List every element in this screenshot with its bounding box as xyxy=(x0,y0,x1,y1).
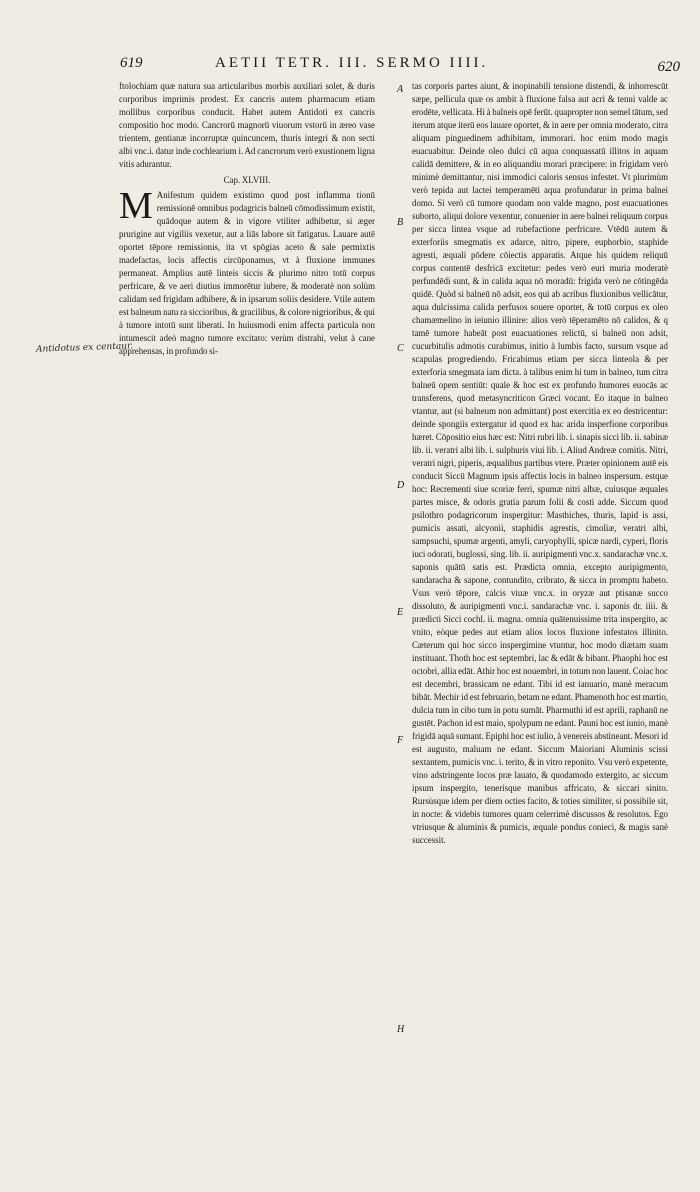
chapter-body: Anifestum quidem existimo quod post inflamma tionū remissionē omnibus podagricis balneū cōmodissimum existit, quādoque autem & in vigore vtiliter adhibetur, si æger prurigine aut vigiliis vexetur, aut a liās labore sit fatigatus. Lauare autē oportet tēpore remissionis, ita vt spōgias aceto & sale permixtis madefactas, locis affectis circūponamus, vt à fluxione immunes permaneat. Amplius autē linteis siccis & plurimo nitro totū corpus perfricare, & ve aeri diutius immorētur iubere, & moderatè non solùm calidam sed frigidam adhibere, & in ipsarum soliis desidere. Vtile autem est balneum natu ra siccioribus, & gracilibus, & colore nigrioribus, & qui à tumore intotū sunt liberati. In huiusmodi enim affecta particula non intumescit adeò magno tumore excitato: verùm distrahi, velut à cane apprehensas, in profundo si- xyxy=(119,190,375,356)
margin-letter-d: D xyxy=(397,480,405,491)
page-number-right: 620 xyxy=(657,59,680,75)
margin-letter-h: H xyxy=(397,1024,405,1035)
margin-letter-f: F xyxy=(397,735,404,746)
margin-letter-a: A xyxy=(397,84,404,95)
running-header xyxy=(120,55,680,79)
left-column xyxy=(119,80,375,361)
chapter-heading: Cap. XLVIII. xyxy=(223,175,271,185)
margin-letter-b: B xyxy=(397,217,404,228)
right-column xyxy=(412,80,668,850)
margin-letter-e: E xyxy=(397,607,404,618)
chapter-body-text xyxy=(119,185,375,358)
right-body-text: tas corporis partes aiunt, & inopinabili tensione distendi, & inhorrescūt sæpe, pellicula quæ os ambit à fluxione falsa aut acri & tenui valde ac erodēte, vellicata. Hi à balneis opē ferūt. quapropter non semel tātum, sed iterum atque iterū eos lauare oportet, & in aere per omnia moderato, citra aliquam pinguedinem adhibitam, immorari. hoc enim modo magis euacuabitur. Deinde oleo dulci cū aqua conquassatū illitos in aquam calidā demittere, & in eo aliquandiu morari præcipere: in frigidam verò minimè demittantur, nisi immodici caloris sensus infestet. Vt plurimùm verò tepida aut lactei temperamēti aqua profundatur in prima balnei domo. Si verò cū tumore quodam non valde magno, post euacuationes suborto, aliqui dolore vexentur, conuenier in aere balnei reliquum corpus per sicca lintea vsque ad rubefactione perfricare. Vtēdū autem & exterforiis smegmatis ex adarce, nitro, pipere, euphorbio, staphide agresti, æquali pōdere cōiectis apparatis. Atque his quidem reliquū corpus contentē desfricā excitetur: pedes verò euri muria moderatè perfundēdi sunt, & in calida aqua nō moradū: frigida verò ne cōtingēda quidē. Quòd si balneū nō adsit, eos qui ab acribus fluxionibus vellicātur, aqua dulcissima calida perfusos souere oportet, & totū corpus ex oleo chamæmelino in ieiunio illinire: alios verò tēperamēto nō calidos, & q tamē tumore habeāt post euacuationes relictū, si balneū non adsit, cucurbitulis admotis curabimus, initio à lumbis facto, sursum vsque ad scapulas progrediendo. Fricabimus etiam per sicca linteola & per exterforia smegmata iam dicta. à talibus enim hi tum in balneo, tum citra balneū opem sentiūt: quale & hoc est ex profundo humores euocās ac transferens, quod metasyncriticon Græci vocant. Eo itaque in balneo vtantur, aut (si balneum non admittant) post exercitia ex eo destricentur: deinde spongiis extergatur id quod ex hac arida insperfione corporibus hæret. Cōpositio eius hæc est: Nitri rubri lib. i. sinapis sicci lib. ii. sabinæ lib. ii. veratri albi lib. i. sulphuris viui lib. i. Aliud Andreæ comitis. Nitri, veratri nigri, piperis, æqualibus partibus vtere. Præter opinionem autē eis conducit Siccū Magnum ipsis affectis locis in balneo inspersum. estque hoc: Recrementi siue scoriæ ferri, spumæ nitri albæ, cuiusque æquales partes misce, & odoris gratia parum folii & costi adde. Siccum quod psilothro podagricorum inspergitur: Masthiches, thuris, lapid is assi, pumicis assati, alcyonii, staphidis agrestis, cimoliæ, veratri albi, sampsuchi, spumæ argenti, amyli, caryophylli, spicæ nardi, cyperi, floris iuci odorati, buglossi, sing. lib. ii. auripigmenti vnc.x. sandarachæ vnc.x. saponis quātū satis est. Prædicta omnia, excepto auripigmento, sandaracha & sapone, contundito, cribrato, & sicca in promptu habeto. Vsus verò tēpore, calcis viuæ vnc.x. in oryzæ aut ptisanæ succo dissoluto, & auripigmenti vnc.i. sandarachæ vnc. i. saponis dr. iiii. & prædicti Sicci cochl. ii. magna. omnia quātenuissime trita inspergito, ac vnito, eòque pedes aut etiam alios locos fluxione infestatos illinito. Cæterum qui hoc sicco inspergimine vtuntur, hoc modo diætam suam instituant. Thoth hoc est septembri, lac & edāt & bibant. Phaophi hoc est octobri, allia edāt. Athir hoc est nouembri, in totum non lauent. Coiac hoc est decembri, brassicam ne edant. Tibi id est ianuario, manè meracum bibāt. Mechir id est februario, betam ne edant. Phamenoth hoc est martio, dulcia tum in cibo tum in potu sumāt. Pharmuthi id est aprili, raphanū ne gustēt. Pachon id est maio, spolypum ne edant. Pauni hoc est iunio, manè frigidā aquā sumant. Epiphi hoc est iulio, à venereis abstineant. Mesori id est augusto, maluam ne edant. Siccum Maioriani Aluminis scissi sextantem, pumicis vnc. i. terito, & in vitro reponito. Vsu verò expetente, vino adstringente locos præ lauato, & quodamodo extergito, ac siccum ipsum inspergito, tenerisque manibus affricato, & siccari sinito. Rursùsque idem per diem octies facito, & toties similiter, si possibile sit, in nocte: & videbis tumores quam celerrimè discussos & resolutos. Ego vtriusque & aluminis & pumicis, æquale pondus conieci, & magis sanè successit. xyxy=(412,81,668,845)
running-title: AETII TETR. III. SERMO IIII. xyxy=(215,55,489,71)
drop-cap: M xyxy=(119,185,153,227)
handwritten-margin-note: Antidotus ex centaur. xyxy=(35,341,134,355)
margin-letter-c: C xyxy=(397,343,404,354)
page-number-left: 619 xyxy=(120,55,143,71)
left-body-text: ftolochiam quæ natura sua articularibus morbis auxiliari solet, & duris corporibus imprimis prodest. Ex cancris autem pharmacum etiam mollibus corporibus conducit. Habet autem Antidoti ex cancris compositio hoc modo. Cancrorū magnorū viuorum vstorū in æreo vase trientem, gentianæ incorruptæ quincuncem, thuris integri & non secti albi vnc.i. datur inde cochlearium i. Ad cancrorum verò exustionem ligna vitis adurantur. xyxy=(119,81,375,169)
